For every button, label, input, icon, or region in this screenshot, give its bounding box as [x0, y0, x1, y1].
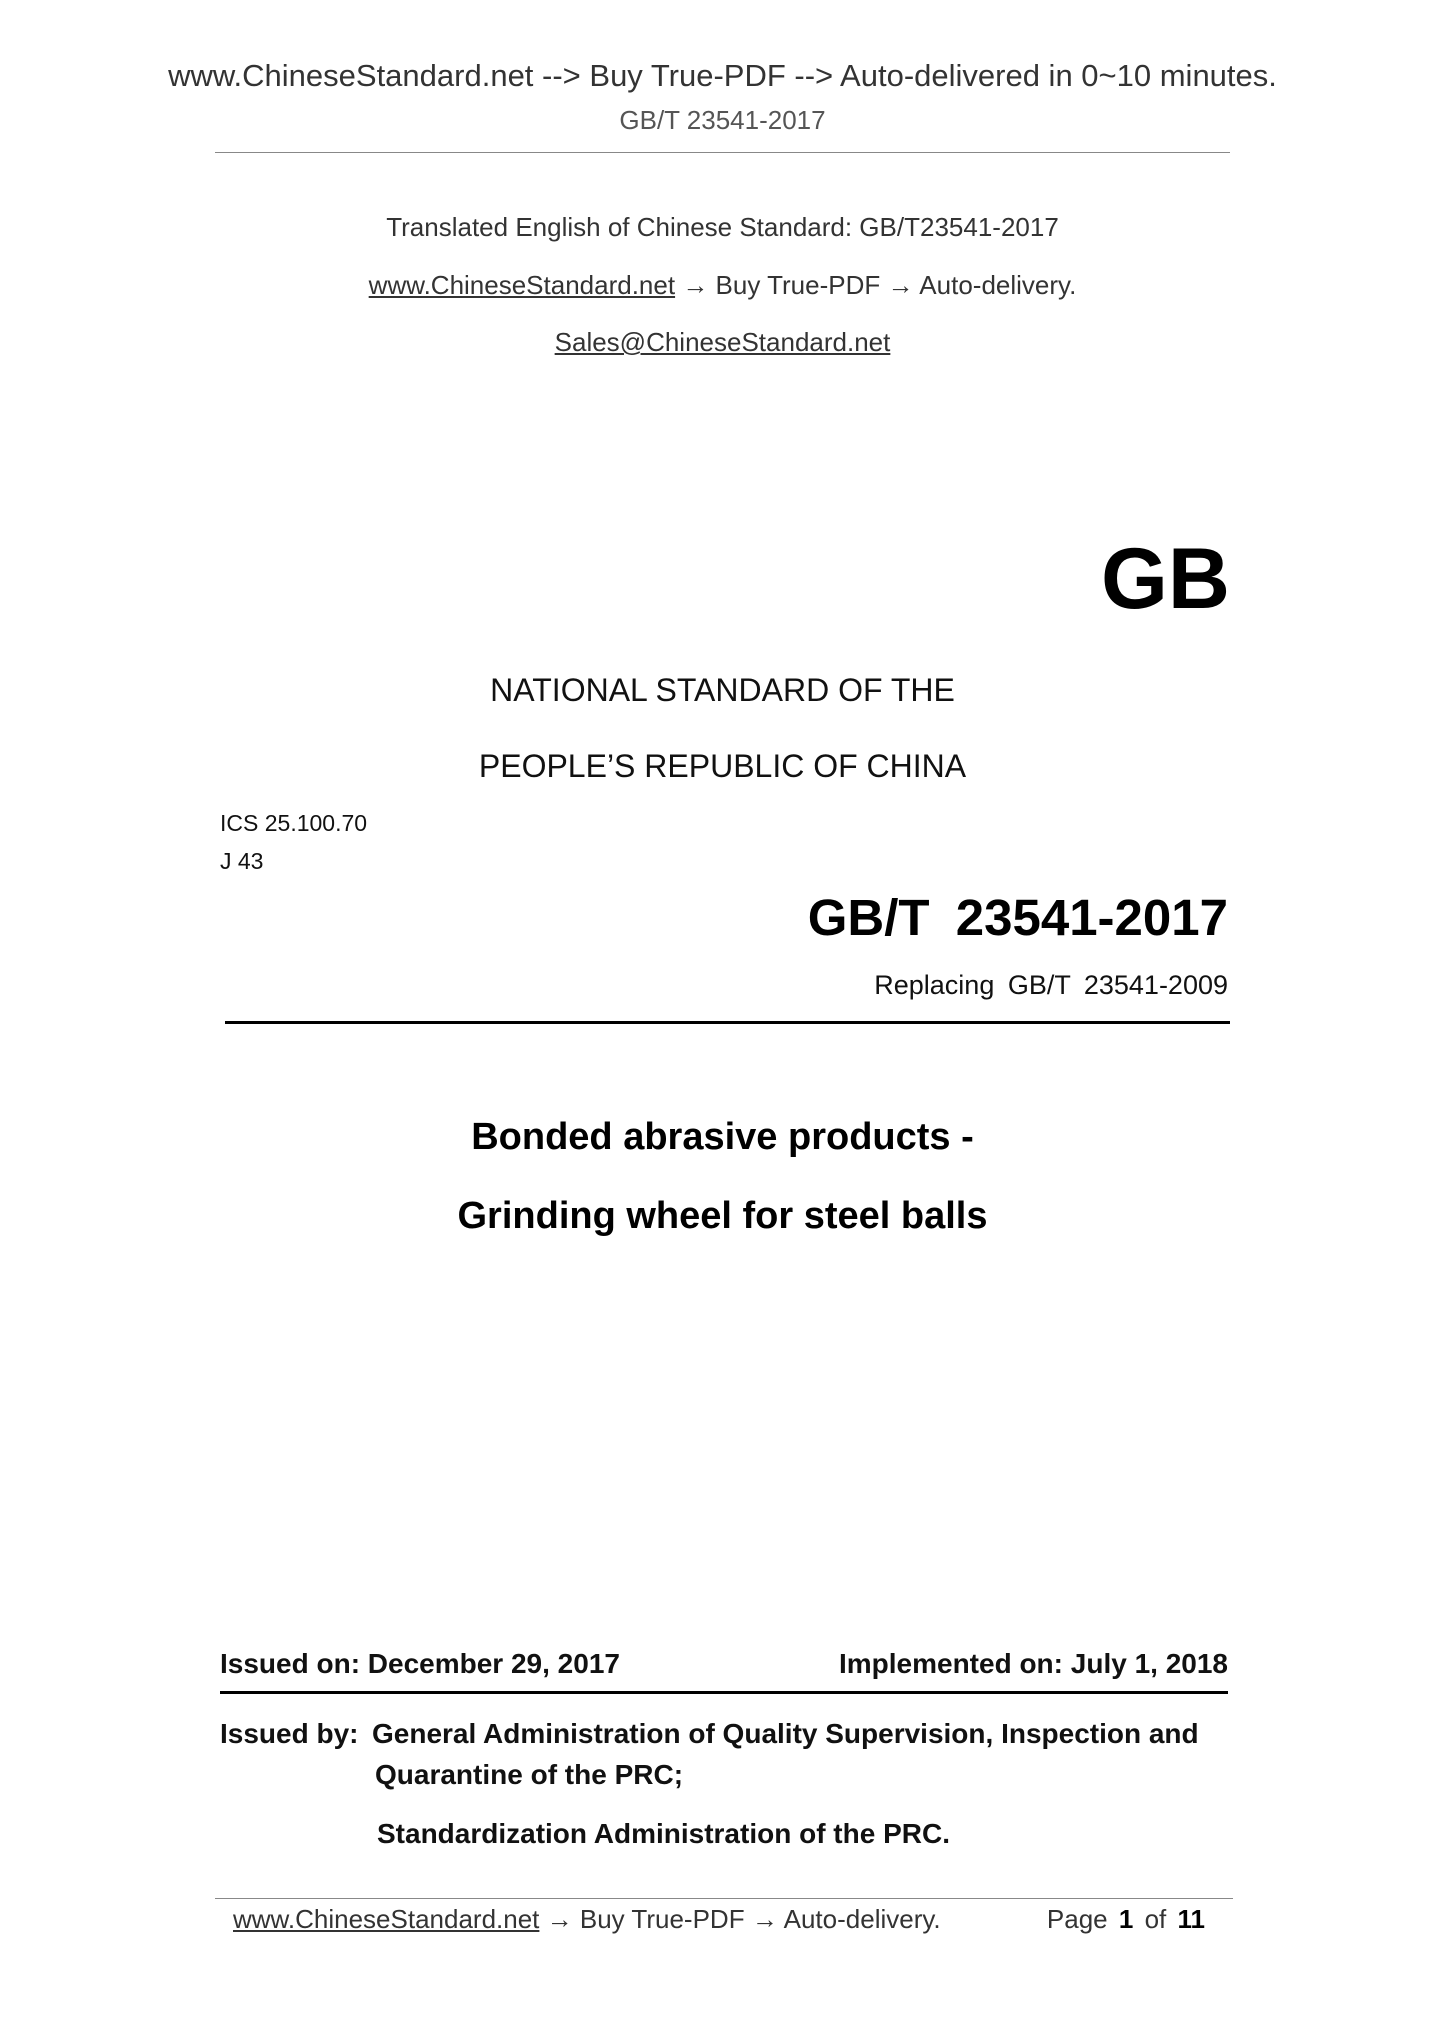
page-current: 1 [1118, 1904, 1134, 1934]
header-banner: www.ChineseStandard.net --> Buy True-PDF --> Auto-delivered in 0~10 minutes. [168, 58, 1277, 93]
replacing-text: Replacing GB/T 23541-2009 [874, 970, 1228, 1000]
sales-line [0, 327, 1445, 358]
issuance-divider [220, 1691, 1228, 1694]
issued-by-line-1: General Administration of Quality Supervision, Inspection and [372, 1718, 1199, 1749]
footer-divider [215, 1898, 1233, 1899]
footer-buy-line [233, 1904, 941, 1935]
footer-site-link[interactable]: www.ChineseStandard.net [233, 1904, 540, 1934]
buy-text: Buy True-PDF [715, 270, 881, 300]
page-of: of [1144, 1904, 1167, 1934]
implemented-on: Implemented on: July 1, 2018 [838, 1648, 1228, 1679]
arrow-icon: → [887, 270, 914, 300]
issued-by-label: Issued by: [220, 1718, 359, 1749]
ics-code: ICS 25.100.70 [220, 810, 368, 836]
issued-by-line-2: Quarantine of the PRC; [375, 1759, 684, 1790]
title-line-2: Grinding wheel for steel balls [457, 1195, 988, 1237]
page-total: 11 [1177, 1904, 1205, 1934]
site-link[interactable]: www.ChineseStandard.net [368, 270, 676, 300]
arrow-icon: → [546, 1904, 573, 1934]
header-divider [215, 152, 1230, 153]
auto-delivery-text: Auto-delivery. [919, 270, 1077, 300]
header-standard-code: GB/T 23541-2017 [619, 105, 826, 135]
title-line-1: Bonded abrasive products - [471, 1116, 974, 1158]
translated-label: Translated English of Chinese Standard: GB/T23541-2017 [386, 212, 1059, 242]
j-code: J 43 [220, 848, 264, 874]
issued-on: Issued on: December 29, 2017 [220, 1648, 620, 1679]
sales-email-link[interactable]: Sales@ChineseStandard.net [554, 327, 891, 357]
footer-auto-delivery-text: Auto-delivery. [783, 1904, 941, 1934]
national-standard-line-2: PEOPLE’S REPUBLIC OF CHINA [478, 748, 967, 784]
issued-by-line-3: Standardization Administration of the PRC. [377, 1818, 950, 1849]
page-indicator [1047, 1904, 1205, 1935]
page-label: Page [1046, 1904, 1108, 1934]
buy-line [0, 270, 1445, 301]
footer-buy-text: Buy True-PDF [579, 1904, 745, 1934]
arrow-icon: → [682, 270, 709, 300]
cover-divider [225, 1021, 1230, 1024]
gb-logo: GB [1101, 531, 1230, 627]
standard-number: GB/T 23541-2017 [807, 889, 1228, 946]
arrow-icon: → [751, 1904, 778, 1934]
national-standard-line-1: NATIONAL STANDARD OF THE [490, 672, 955, 708]
